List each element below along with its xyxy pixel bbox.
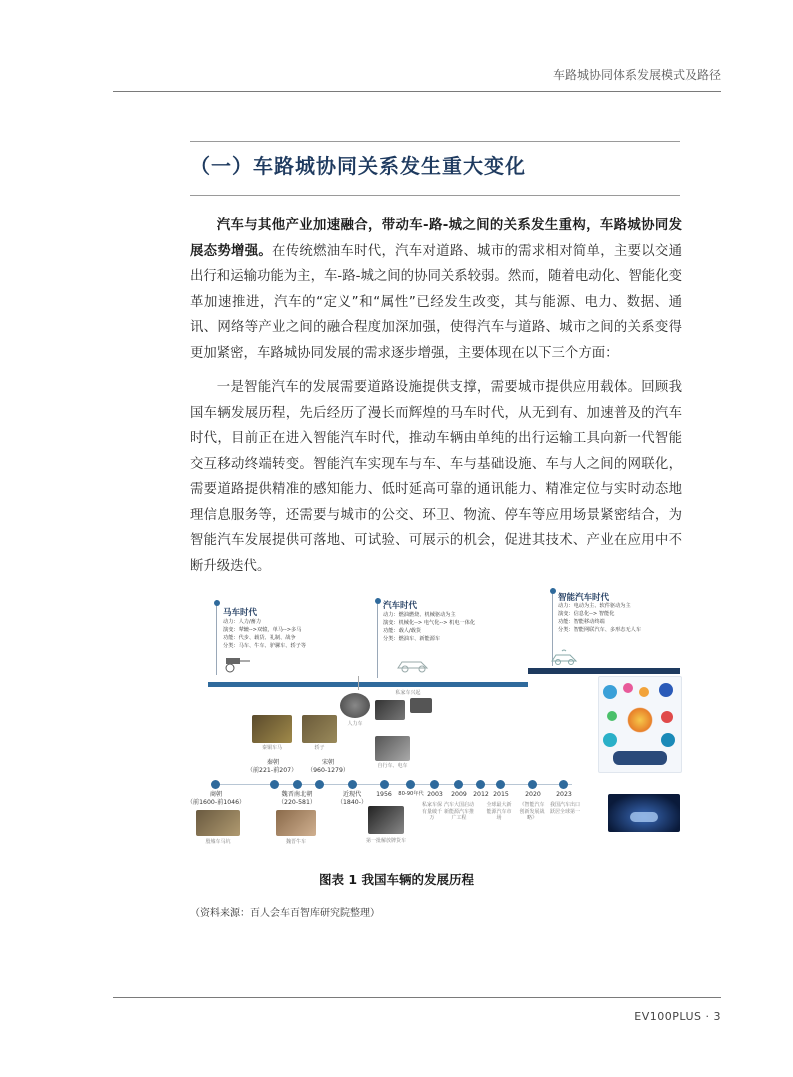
section-rule-bottom [190, 195, 680, 196]
era-2-bar [358, 682, 528, 687]
era-2-pointer [377, 598, 378, 678]
era-2-line-1: 动力：燃油燃烧、机械驱动为主 [383, 612, 456, 618]
milestone-shang-years: （前1600-前1046） [186, 799, 246, 806]
car-outline-icon [395, 654, 431, 674]
milestone-dot [380, 780, 389, 789]
era-3-line-1: 动力：电动为主、软件驱动为主 [558, 603, 631, 609]
era-1-line-3: 功能：代步、载货、礼制、战争 [223, 635, 296, 641]
milestone-dot [211, 780, 220, 789]
header-rule [113, 91, 721, 92]
era-3-line-4: 分类：智能网联汽车、多形态无人车 [558, 627, 642, 633]
caption-2009: 汽车大国启动新能源汽车推广工程 [444, 802, 475, 821]
paragraph-1-body: 在传统燃油车时代，汽车对道路、城市的需求相对简单，主要以交通出行和运输功能为主，车-路-城之间的协同关系较弱。然而，随着电动化、智能化变革加速推进，汽车的“定义”和“属性”已经发生改变，其与能源、电力、数据、通讯、网络等产业之间的融合程度加深加强，使得汽车与道路、城市之间的关系变得更加紧密，车路城协同发展的需求逐步增强，主要体现在以下三个方面： [190, 243, 682, 361]
milestone-qin: 秦朝 [266, 759, 280, 766]
milestone-modern-years: （1840-） [336, 799, 368, 806]
caption-2015: 全球最大新能源汽车市场 [486, 802, 512, 821]
milestone-qin-years: （前221-前207） [246, 767, 298, 774]
era-3-bar [528, 668, 680, 674]
era-3-line-2: 演变：信息化--> 智能化 [558, 611, 615, 617]
era-1-bar [208, 682, 358, 687]
milestone-80s: 80-90年代 [398, 791, 424, 797]
footer-rule [113, 997, 721, 998]
horse-cart-icon [222, 654, 252, 674]
era-1-line-1: 动力：人力/畜力 [223, 619, 262, 625]
rickshaw-photo [340, 693, 370, 718]
milestone-dot [528, 780, 537, 789]
bar-divider [358, 676, 359, 690]
paragraph-1-lead: 汽车与其他产业加速融合，带动车-路-城之间的关系发生重构，车路城协同发展态势增强。 [190, 218, 682, 259]
milestone-2015: 2015 [493, 791, 509, 798]
era-2-title: 汽车时代 [383, 601, 418, 611]
milestone-shang: 商朝 [209, 791, 223, 798]
milestone-2009: 2009 [451, 791, 467, 798]
song-caption: 轿子 [314, 745, 325, 751]
era-3-line-3: 功能：智能移动终端 [558, 619, 605, 625]
milestone-dot [476, 780, 485, 789]
era-3-title: 智能汽车时代 [558, 593, 610, 603]
milestone-dot [293, 780, 302, 789]
bike-caption: 自行车、电车 [377, 763, 408, 769]
qin-caption: 秦铜车马 [261, 745, 282, 751]
bike-tram-photo [375, 736, 410, 761]
era-3-marker [550, 588, 556, 594]
caption-2023: 我国汽车出口跃居全球第一 [550, 802, 581, 815]
era-2-line-2: 演变：机械化--> 电气化--> 机电一体化 [383, 620, 476, 626]
milestone-dot [315, 780, 324, 789]
shang-caption: 殷墟车马坑 [205, 839, 231, 845]
milestone-2020: 2020 [525, 791, 541, 798]
era-1-pointer [216, 600, 217, 675]
smart-car-icon [550, 648, 578, 666]
private-car-caption: 私家车兴起 [395, 690, 421, 696]
liberation-caption: 第一批解放牌货车 [365, 838, 406, 844]
truck-photo-small [375, 700, 405, 720]
milestone-2023: 2023 [556, 791, 572, 798]
song-sedan-photo [302, 715, 337, 743]
milestone-dot [559, 780, 568, 789]
milestone-2012: 2012 [473, 791, 489, 798]
milestone-2003: 2003 [427, 791, 443, 798]
era-1-title: 马车时代 [223, 608, 258, 618]
running-header: 车路城协同体系发展模式及路径 [552, 68, 721, 82]
milestone-1956: 1956 [376, 791, 392, 798]
rickshaw-caption: 人力车 [347, 721, 363, 727]
milestone-song-years: （960-1279） [306, 767, 350, 774]
section-title: （一）车路城协同关系发生重大变化 [190, 154, 526, 178]
smart-mobility-graphic [598, 676, 682, 773]
paragraph-2: 一是智能汽车的发展需要道路设施提供支撑，需要城市提供应用载体。回顾我国车辆发展历程，先后经历了漫长而辉煌的马车时代，从无到有、加速普及的汽车时代，目前正在进入智能汽车时代，推动车辆由单纯的出行运输工具向新一代智能交互移动终端转变。智能汽车实现车与车、车与基础设施、车与人之间的网联化，需要道路提供精准的感知能力、低时延高可靠的通讯能力、精准定位与实时动态地理信息服务等，还需要与城市的公交、环卫、物流、停车等应用场景紧密结合，为智能汽车发展提供可落地、可试验、可展示的机会，促进其技术、产业在应用中不断升级迭代。 [190, 380, 682, 574]
qin-bronze-photo [252, 715, 292, 743]
milestone-dot [348, 780, 357, 789]
vehicle-history-figure [186, 588, 690, 850]
era-1-line-2: 演变：辇辘-->双辕，单马-->多马 [223, 627, 302, 633]
section-rule-top [190, 141, 680, 142]
private-car-photo [410, 698, 432, 713]
era-2-line-3: 功能：载人/载货 [383, 628, 422, 634]
milestone-dot [496, 780, 505, 789]
figure-source: （资料来源：百人会车百智库研究院整理） [190, 908, 380, 919]
milestone-modern: 近现代 [342, 791, 362, 798]
era-2-marker [375, 598, 381, 604]
milestone-dot [430, 780, 439, 789]
autonomous-car-photo [608, 794, 680, 832]
era-2-line-4: 分类：燃油车、新能源车 [383, 636, 441, 642]
milestone-dot [406, 780, 415, 789]
weijin-caption: 魏晋牛车 [285, 839, 306, 845]
milestone-dot [454, 780, 463, 789]
caption-2003: 私家车保有量破千万 [421, 802, 442, 821]
shang-pit-photo [196, 810, 240, 836]
milestone-song: 宋朝 [321, 759, 335, 766]
milestone-weijin-years: （220-581） [277, 799, 317, 806]
weijin-cart-photo [276, 810, 316, 836]
milestone-dot [270, 780, 279, 789]
era-1-line-4: 分类：马车、牛车、驴骡车、轿子等 [223, 643, 307, 649]
caption-2020: 《智能汽车创新发展战略》 [519, 802, 545, 821]
page-footer: EV100PLUS · 3 [634, 1010, 721, 1023]
liberation-truck-photo [368, 806, 404, 834]
paragraph-1 [190, 213, 682, 366]
figure-caption: 图表 1 我国车辆的发展历程 [319, 872, 474, 887]
milestone-axis [212, 784, 572, 785]
era-1-marker [214, 600, 220, 606]
milestone-weijin: 魏晋南北朝 [281, 791, 313, 798]
